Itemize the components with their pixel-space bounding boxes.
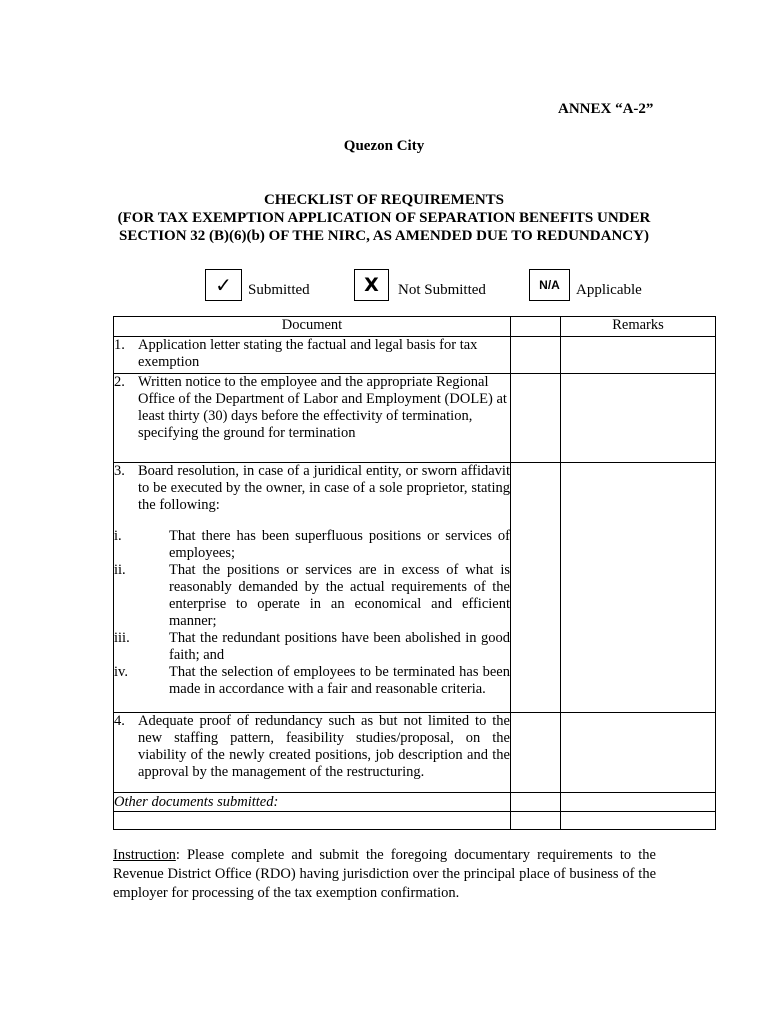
instruction-label: Instruction bbox=[113, 847, 176, 863]
status-cell[interactable] bbox=[511, 337, 561, 374]
legend-not-submitted-label: Not Submitted bbox=[398, 282, 486, 298]
sub-item-text: That the positions or services are in excess of what is reasonably demanded by the actual requirements of the enterprise to operate in an economical and efficient manner; bbox=[169, 562, 510, 629]
table-row bbox=[114, 713, 716, 793]
item-text: Written notice to the employee and the appropriate Regional Office of the Department of Labor and Employment (DOLE) at least thirty (30) days before the effectivity of termination, specifying the ground for termination bbox=[138, 374, 507, 441]
remarks-column-header: Remarks bbox=[561, 317, 716, 337]
item-text: Board resolution, in case of a juridical entity, or sworn affidavit to be executed by the owner, in case of a sole proprietor, stating the following: bbox=[138, 463, 510, 513]
item-number: 4. bbox=[114, 713, 125, 729]
table-row bbox=[114, 374, 716, 463]
status-cell[interactable] bbox=[511, 713, 561, 793]
document-title bbox=[110, 191, 658, 245]
blank-document-cell[interactable] bbox=[114, 812, 511, 830]
sub-item-number: ii. bbox=[114, 562, 126, 578]
instruction-paragraph bbox=[113, 846, 656, 903]
legend-applicable-label: Applicable bbox=[576, 282, 642, 298]
status-cell[interactable] bbox=[511, 374, 561, 463]
remarks-cell[interactable] bbox=[561, 337, 716, 374]
item-number: 3. bbox=[114, 463, 125, 479]
title-line-2: (FOR TAX EXEMPTION APPLICATION OF SEPARATION BENEFITS UNDER bbox=[117, 210, 651, 226]
item-number: 2. bbox=[114, 374, 125, 390]
legend-submitted-label: Submitted bbox=[248, 282, 310, 298]
item-number: 1. bbox=[114, 337, 125, 353]
list-item bbox=[114, 630, 510, 664]
annex-label: ANNEX “A-2” bbox=[558, 101, 654, 117]
remarks-cell[interactable] bbox=[561, 812, 716, 830]
item-text: Application letter stating the factual and legal basis for tax exemption bbox=[138, 337, 478, 370]
item-text: Adequate proof of redundancy such as but not limited to the new staffing pattern, feasibility studies/proposal, on the viability of the newly created positions, job description and the approval by the management of the restructuring. bbox=[138, 713, 510, 780]
sub-item-text: That the redundant positions have been abolished in good faith; and bbox=[169, 630, 510, 663]
list-item bbox=[114, 664, 510, 698]
sub-item-number: iv. bbox=[114, 664, 128, 680]
remarks-cell[interactable] bbox=[561, 463, 716, 713]
table-header-row bbox=[114, 317, 716, 337]
blank-row bbox=[114, 812, 716, 830]
sub-item-number: i. bbox=[114, 528, 122, 544]
title-line-3: SECTION 32 (B)(6)(b) OF THE NIRC, AS AMENDED DUE TO REDUNDANCY) bbox=[119, 228, 649, 244]
table-row bbox=[114, 337, 716, 374]
other-documents-label: Other documents submitted: bbox=[114, 793, 511, 812]
status-cell[interactable] bbox=[511, 793, 561, 812]
other-documents-row bbox=[114, 793, 716, 812]
sub-item-text: That there has been superfluous positions or services of employees; bbox=[169, 528, 510, 561]
document-cell bbox=[114, 463, 511, 713]
remarks-cell[interactable] bbox=[561, 374, 716, 463]
requirements-table bbox=[113, 316, 716, 830]
not-applicable-icon: N/A bbox=[529, 269, 570, 301]
document-cell bbox=[114, 337, 511, 374]
list-item bbox=[114, 562, 510, 630]
city-heading: Quezon City bbox=[343, 138, 425, 154]
remarks-cell[interactable] bbox=[561, 713, 716, 793]
not-submitted-x-icon: X bbox=[354, 269, 389, 301]
sub-item-text: That the selection of employees to be terminated has been made in accordance with a fair and reasonable criteria. bbox=[169, 664, 510, 697]
list-item bbox=[114, 528, 510, 562]
status-cell[interactable] bbox=[511, 463, 561, 713]
instruction-text: : Please complete and submit the foregoing documentary requirements to the Revenue District Office (RDO) having jurisdiction over the principal place of business of the employer for processing of the tax exemption confirmation. bbox=[113, 847, 656, 901]
document-column-header: Document bbox=[114, 317, 511, 337]
submitted-check-icon: ✓ bbox=[205, 269, 242, 301]
status-cell[interactable] bbox=[511, 812, 561, 830]
remarks-cell[interactable] bbox=[561, 793, 716, 812]
table-row bbox=[114, 463, 716, 713]
title-line-1: CHECKLIST OF REQUIREMENTS bbox=[263, 192, 505, 208]
document-cell bbox=[114, 374, 511, 463]
document-cell bbox=[114, 713, 511, 793]
sub-item-number: iii. bbox=[114, 630, 130, 646]
check-column-header bbox=[511, 317, 561, 337]
